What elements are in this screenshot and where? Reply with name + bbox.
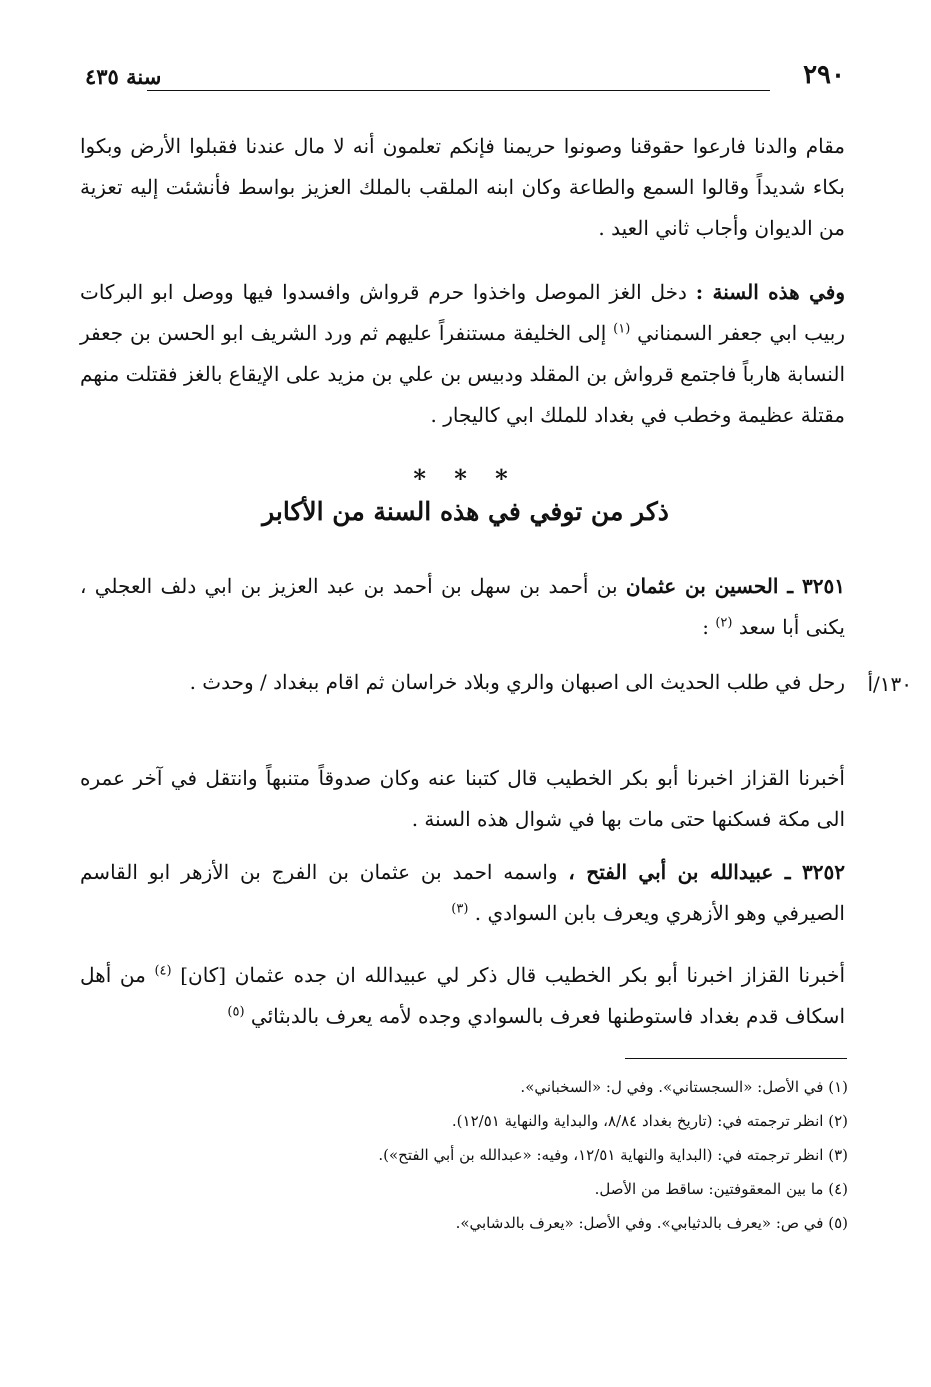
paragraph-text: بن أحمد بن سهل بن أحمد بن عبد العزيز بن ابي دلف العجلي ، يكنى أبا سعد xyxy=(80,574,845,639)
footnote-ref: (٢) xyxy=(715,615,733,631)
entry-title: ٣٢٥٢ ـ عبيدالله بن أبي الفتح ، xyxy=(568,860,846,884)
paragraph-events xyxy=(80,272,845,436)
footnote: (١) في الأصل: «السجستاني». وفي ل: «السخباني». xyxy=(520,1078,848,1096)
paragraph-text: : xyxy=(702,615,709,639)
page-number: ٢٩٠ xyxy=(803,60,845,90)
section-divider-stars: * * * xyxy=(413,464,518,493)
paragraph-text: أخبرنا القزاز اخبرنا أبو بكر الخطيب قال ذكر لي عبيدالله ان جده عثمان [كان] xyxy=(180,963,846,987)
paragraph-text: واسمه احمد بن عثمان بن الفرج بن الأزهر ابو القاسم الصيرفي وهو الأزهري ويعرف بابن السوادي . xyxy=(80,860,845,925)
paragraph-text: أخبرنا القزاز اخبرنا أبو بكر الخطيب قال كتبنا عنه وكان صدوقاً متنبهاً وانتقل في آخر عمره الى مكة فسكنها حتى مات بها في شوال هذه السنة . xyxy=(80,766,845,831)
running-head: سنة ٤٣٥ xyxy=(85,64,162,89)
paragraph-1 xyxy=(80,126,845,249)
paragraph-text: رحل في طلب الحديث الى اصبهان والري وبلاد خراسان ثم اقام ببغداد / وحدث . xyxy=(189,670,845,694)
paragraph-text: دخل الغز الموصل واخذوا حرم قرواش وافسدوا فيها ووصل ابو البركات ربيب ابي جعفر السمناني xyxy=(80,280,845,345)
page-header xyxy=(85,60,845,100)
footnote-ref: (٥) xyxy=(227,1004,245,1020)
margin-folio-reference: ١٣٠/أ xyxy=(867,672,912,696)
paragraph-text: من أهل اسكاف قدم بغداد فاستوطنها فعرف بالسوادي وجده لأمه يعرف بالدبثائي xyxy=(80,963,845,1028)
section-heading: ذكر من توفي في هذه السنة من الأكابر xyxy=(262,497,669,526)
paragraph-report-2 xyxy=(80,955,845,1037)
footnote-rule xyxy=(625,1058,847,1059)
footnote: (٤) ما بين المعقوفتين: ساقط من الأصل. xyxy=(594,1180,848,1198)
footnote: (٣) انظر ترجمته في: (البداية والنهاية ١٢/٥١، وفيه: «عبدالله بن أبي الفتح»). xyxy=(378,1146,848,1164)
footnote-ref: (١) xyxy=(613,321,631,337)
footnote: (٢) انظر ترجمته في: (تاريخ بغداد ٨/٨٤، والبداية والنهاية ١٢/٥١). xyxy=(451,1112,848,1130)
paragraph-text: إلى الخليفة مستنفراً عليهم ثم ورد الشريف ابو الحسن بن جعفر النسابة هارباً فاجتمع قرواش بن المقلد ودبيس بن علي بن مزيد على الإيقاع بالغز فقتلت منهم مقتلة عظيمة وخطب في بغداد للملك ابي كاليجار . xyxy=(80,321,845,427)
footnote: (٥) في ص: «يعرف بالدثيابي». وفي الأصل: «يعرف بالدشابي». xyxy=(455,1214,848,1232)
entry-title: ٣٢٥١ ـ الحسين بن عثمان xyxy=(625,574,846,598)
footnote-ref: (٣) xyxy=(451,901,469,917)
paragraph-report-1 xyxy=(80,758,845,840)
entry-3251 xyxy=(80,566,845,648)
paragraph-travel xyxy=(80,662,845,703)
entry-3252 xyxy=(80,852,845,934)
paragraph-lead: وفي هذه السنة : xyxy=(695,280,845,304)
header-rule xyxy=(147,90,770,91)
footnote-ref: (٤) xyxy=(154,963,172,979)
paragraph-text: مقام والدنا فارعوا حقوقنا وصونوا حريمنا فإنكم تعلمون أنه لا مال عندنا فقبلوا الأرض وبكوا بكاء شديداً وقالوا السمع والطاعة وكان ابنه الملقب بالملك العزيز بواسط فأنشئت إليه تعزية من الديوان وأجاب ثاني العيد . xyxy=(80,134,845,240)
footnotes xyxy=(300,1070,848,1240)
